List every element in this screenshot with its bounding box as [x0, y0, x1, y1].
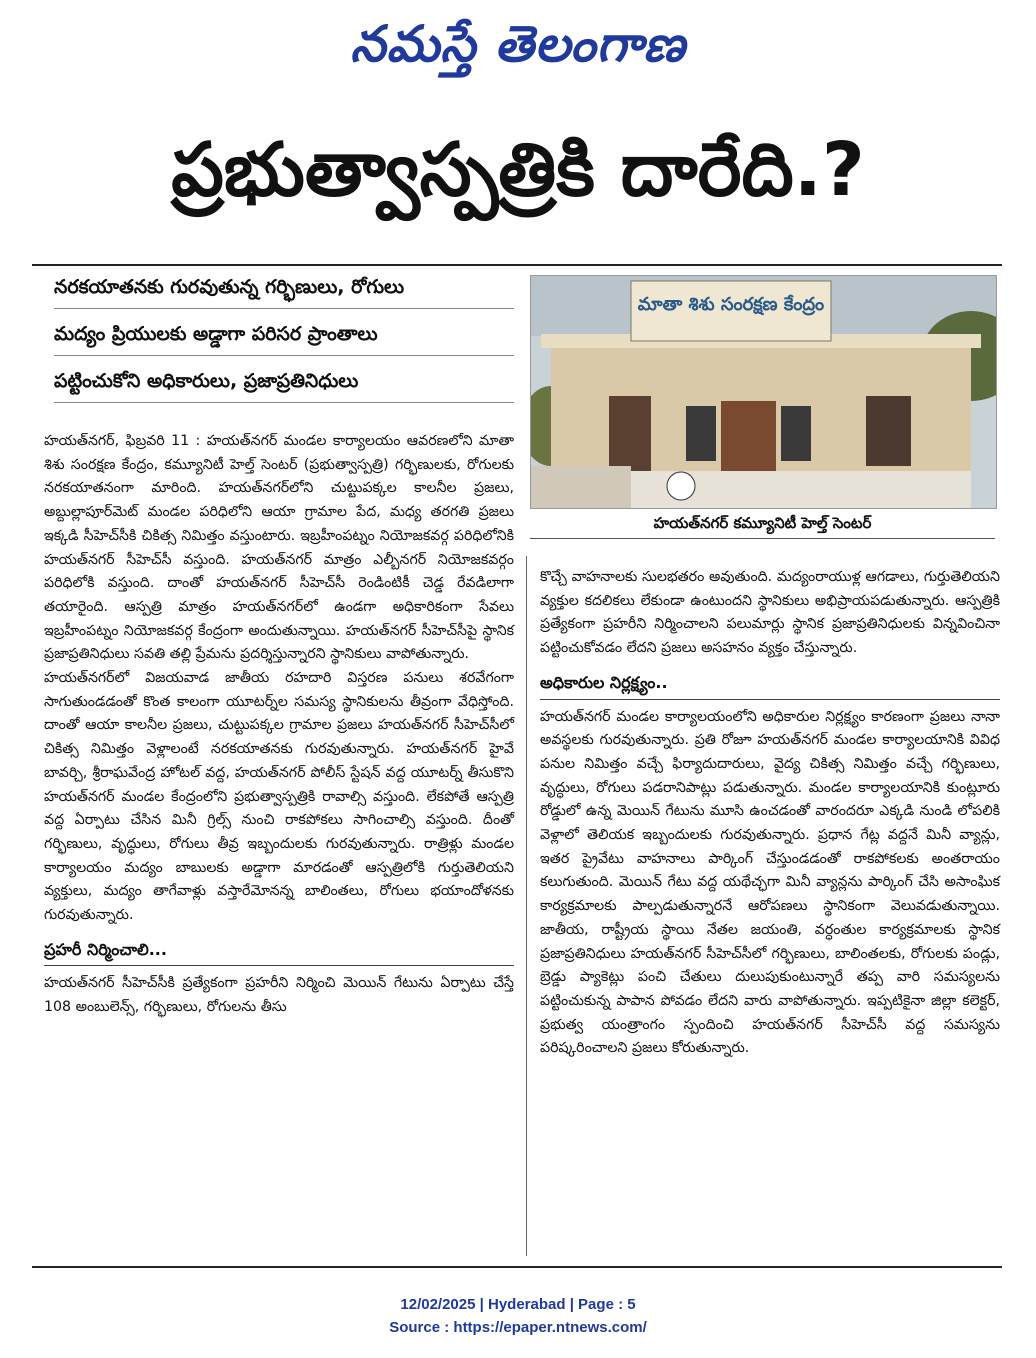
subhead-2: మద్యం ప్రియులకు అడ్డాగా పరిసర ప్రాంతాలు	[54, 321, 514, 356]
masthead-logo	[0, 8, 1036, 80]
subhead-1: నరకయాతనకు గురవుతున్న గర్భిణులు, రోగులు	[54, 274, 514, 309]
footer-source: Source : https://epaper.ntnews.com/	[389, 1319, 647, 1336]
subheads	[44, 274, 514, 415]
headline: ప్రభుత్వాస్పత్రికి దారేది.?	[171, 127, 865, 213]
masthead-title: నమస్తే తెలంగాణ	[350, 14, 686, 73]
section-heading-prahari: ప్రహరీ నిర్మించాలి...	[44, 938, 514, 967]
divider-top	[32, 264, 1002, 266]
article-paragraph-4: హయత్‌నగర్ మండల కార్యాలయంలోని అధికారుల నిర్లక్ష్యం కారణంగా ప్రజలు నానా అవస్థలకు గురవుతున్నారు. ప్రతి రోజూ హయత్‌నగర్ మండల కార్యాలయానికి వివిధ పనుల నిమిత్తం వచ్చే ఫిర్యాదుదారులు, వైద్య చికిత్స నిమిత్తం వచ్చే గర్భిణులు, వృద్ధులు, రోగులు పడరానిపాట్లు పడుతున్నారు. మండల కార్యాలయానికి కుంట్లూరు రోడ్డులో ఉన్న మెయిన్ గేటును మూసి ఉంచడంతో వారందరూ ఎక్కడి నుండి లోపలికి వెళ్లాలో తెలియక ఇబ్బందులకు గురవుతున్నారు. ప్రధాన గేట్ల వద్దనే మినీ వ్యాన్లు, ఇతర ప్రైవేటు వాహనాలు పార్కింగ్ చేస్తుండడంతో రాకపోకలకు అంతరాయం కలుగుతుంది. మెయిన్ గేటు వద్ద యథేచ్ఛగా మినీ వ్యాన్లను పార్కింగ్ చేసి అసాంఘిక కార్యక్రమాలకు పాల్పడుతున్నారనే ఆరోపణలు స్థానికంగా వెలువడుతున్నాయి. జాతీయ, రాష్ట్రీయ స్థాయి నేతల జయంతి, వర్ధంతుల కార్యక్రమాలకు స్థానిక ప్రజాప్రతినిధులు హయత్‌నగర్ సీహెచ్‌సీలో గర్భిణులు, బాలింతలకు, రోగులకు పండ్లు, బ్రెడ్డు ప్యాకెట్లు పంచి చేతులు దులుపుకుంటున్నారే తప్ప వారి సమస్యలను పట్టించుకున్న పాపాన పోవడం లేదని వారు వాపోతున్నారు. ఇప్పటికైనా జిల్లా కలెక్టర్, ప్రభుత్వ యంత్రాంగం స్పందించి హయత్‌నగర్ సీహెచ్‌సీ వద్ద సమస్యను పరిష్కరించాలని ప్రజలు కోరుతున్నారు.	[540, 708, 1000, 1057]
article-paragraph-2: హయత్‌నగర్‌లో విజయవాడ జాతీయ రహదారి విస్తరణ పనులు శరవేగంగా సాగుతుండడంతో కొంత కాలంగా యూటర్న్‌ల సమస్య స్థానికులను తీవ్రంగా వేధిస్తోంది. దాంతో ఆయా కాలనీల ప్రజలు, చుట్టుపక్కల గ్రామాల ప్రజలు హయత్‌నగర్ సీహెచ్‌సీలో చికిత్స నిమిత్తం వెళ్లాలంటే నరకయాతనకు గురవుతున్నారు. హయత్‌నగర్ హైవే బావర్చి, శ్రీరాఘవేంద్ర హోటల్ వద్ద, హయత్‌నగర్ పోలీస్ స్టేషన్ వద్ద యూటర్న్ తీసుకొని హయత్‌నగర్ మండల కేంద్రంలోని ప్రభుత్వాస్పత్రికి రావాల్సి వస్తుంది. లేకపోతే ఆస్పత్రి వద్ద ఏర్పాటు చేసిన మినీ గ్రిల్స్ నుంచి రాకపోకలు సాగించాల్సి వస్తుంది. దీంతో గర్భిణులు, వృద్ధులు, రోగులు తీవ్ర ఇబ్బందులకు గురవుతున్నారు. రాత్రిళ్లు మండల కార్యాలయం మద్యం బాబులకు అడ్డాగా మారడంతో ఆస్పత్రిలోకి గుర్తుతెలియని వ్యక్తులు, మద్యం తాగేవాళ్లు వస్తారేమోనన్న బాలింతలు, రోగులు భయాందోళనకు గురవుతున్నారు.	[44, 670, 514, 924]
article-paragraph-3-continued: కొచ్చే వాహనాలకు సులభతరం అవుతుంది. మద్యంరాయుళ్ల ఆగడాలు, గుర్తుతెలియని వ్యక్తుల కదలికలు లేకుండా ఉంటుందని స్థానికులు అభిప్రాయపడుతున్నారు. ఆస్పత్రికి ప్రత్యేకంగా ప్రహరీని నిర్మించాలని పలుమార్లు స్థానిక ప్రజాప్రతినిధులకు విన్నవించినా పట్టించుకోవడం లేదని ప్రజలు అసహనం వ్యక్తం చేస్తున్నారు.	[540, 569, 1000, 657]
section-heading-negligence: అధికారుల నిర్లక్ష్యం..	[540, 671, 1000, 700]
footer-date-page: 12/02/2025 | Hyderabad | Page : 5	[400, 1296, 636, 1313]
article-paragraph-1: హయత్‌నగర్, ఫిబ్రవరి 11 : హయత్‌నగర్ మండల కార్యాలయం ఆవరణలోని మాతా శిశు సంరక్షణ కేంద్రం, కమ్యూనిటీ హెల్త్ సెంటర్ (ప్రభుత్వాస్పత్రి) గర్భిణులకు, రోగులకు నరకయాతనంగా మారింది. హయత్‌నగర్‌లోని చుట్టుపక్కల కాలనీల ప్రజలు, అబ్దుల్లాపూర్‌మెట్ మండల పరిధిలోని ఆయా గ్రామాల పేద, మధ్య తరగతి ప్రజలు ఇక్కడి సీహెచ్‌సీకి చికిత్స నిమిత్తం వస్తుంటారు. ఇబ్రహీంపట్నం నియోజకవర్గ పరిధిలోనికి హయత్‌నగర్ సీహెచ్‌సీ వస్తుంది. హయత్‌నగర్ మాత్రం ఎల్బీనగర్ నియోజకవర్గం పరిధిలోకి వస్తుంది. దాంతో హయత్‌నగర్ సీహెచ్‌సీ రెండింటికీ చెడ్డ రేవడిలాగా తయారైంది. ఆస్పత్రి మాత్రం హయత్‌నగర్‌లో ఉండగా అధికారికంగా సేవలు ఇబ్రహీంపట్నం నియోజకవర్గ కేంద్రంగా అందుతున్నాయి. హయత్‌నగర్ సీహెచ్‌సీపై స్థానిక ప్రజాప్రతినిధులు సవతి తల్లి ప్రేమను ప్రదర్శిస్తున్నారని స్థానికులు వాపోతున్నారు.	[44, 433, 514, 663]
caption-divider	[530, 538, 995, 539]
column-divider	[526, 556, 527, 1256]
sign-text: మాతా శిశు సంరక్షణ కేంద్రం	[637, 294, 825, 315]
divider-bottom	[32, 1266, 1002, 1268]
subhead-3: పట్టించుకోని అధికారులు, ప్రజాప్రతినిధులు	[54, 368, 514, 403]
article-column-left	[44, 430, 514, 1020]
news-photo	[530, 275, 997, 509]
article-paragraph-3: హయత్‌నగర్ సీహెచ్‌సీకి ప్రత్యేకంగా ప్రహరీని నిర్మించి మెయిన్ గేటును ఏర్పాటు చేస్తే 108 అంబులెన్స్, గర్భిణులు, రోగులను తీసు	[44, 975, 514, 1016]
photo-caption: హయత్‌నగర్ కమ్యూనిటీ హెల్త్ సెంటర్	[653, 514, 872, 532]
article-column-right	[540, 566, 1000, 1061]
